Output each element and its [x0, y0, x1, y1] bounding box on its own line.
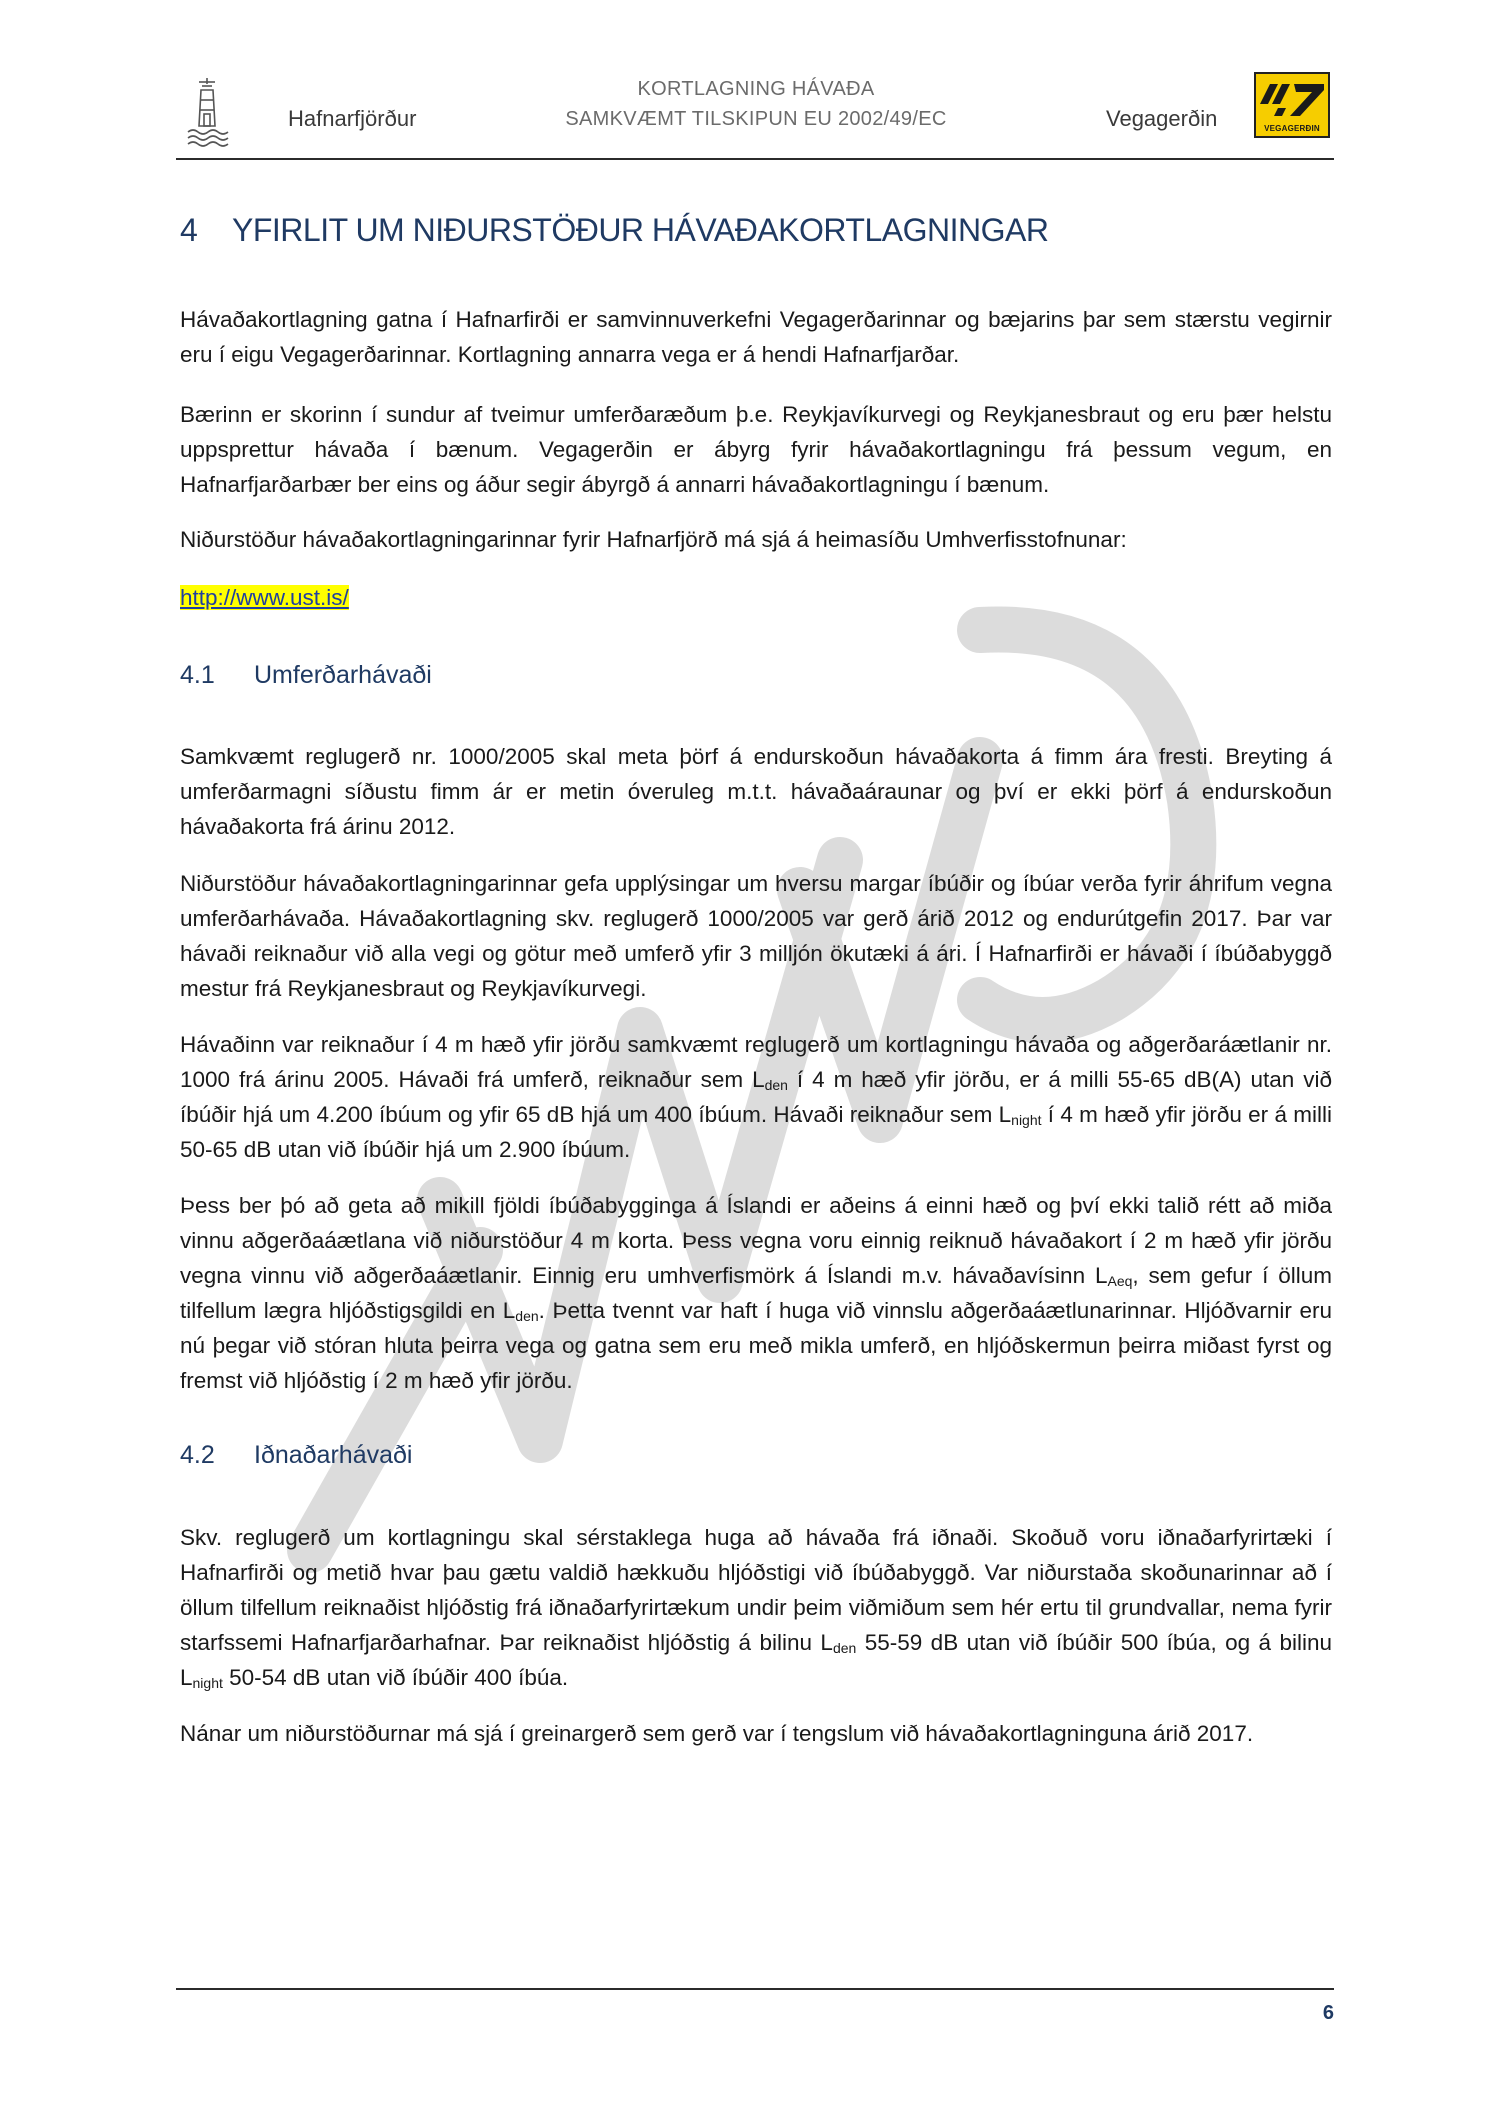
subscript-den: den: [764, 1077, 788, 1093]
intro-paragraph-2: Bærinn er skorinn í sundur af tveimur umferðaræðum þ.e. Reykjavíkurvegi og Reykjanesbraut og eru þær helstu uppsprettur hávaða í bænum. Vegagerðin er ábyrg fyrir hávaðakortlagningu frá þessum vegum, en Hafnarfjarðarbær ber eins og áður segir ábyrgð á annarri hávaðakortlagningu í bænum.: [180, 402, 1332, 497]
header-document-title: [476, 74, 1036, 134]
section-4-1-paragraph-4: Þess ber þó að geta að mikill fjöldi íbúðabygginga á Íslandi er aðeins á einni hæð og því ekki talið rétt að miða vinnu aðgerðaáætlana við niðurstöður 4 m korta. Þess vegna voru einnig reiknuð hávaðakort í 2 m hæð yfir jörðu vegna vinnu við aðgerðaáætlanir. Einnig eru umhverfismörk á Íslandi m.v. hávaðavísinn $L_{Aeq}$, sem gefur í öllum tilfellum lægra hljóðstigsgildi en $L_{den}$. Þetta tvennt var haft í huga við vinnslu aðgerðaáætlunarinnar. Hljóðvarnir eru nú þegar við stóran hluta þeirra vega og gatna sem eru með mikla umferð, en hljóðskermun þeirra miðast fyrst og fremst við hljóðstig í 2 m hæð yfir jörðu.: [180, 1193, 1332, 1393]
footer-divider: [176, 1988, 1334, 1990]
subscript-night: night: [1011, 1112, 1042, 1128]
section-4-1-paragraph-3: Hávaðinn var reiknaður í 4 m hæð yfir jörðu samkvæmt reglugerð um kortlagningu hávaða og aðgerðaráætlanir nr. 1000 frá árinu 2005. Hávaði frá umferð, reiknaður sem $L_{den}$ í 4 m hæð yfir jörðu, er á milli 55-65 dB(A) utan við íbúðir hjá um 4.200 íbúum og yfir 65 dB hjá um 400 íbúum. Hávaði reiknaður sem $L_{night}$ í 4 m hæð yfir jörðu er á milli 50-65 dB utan við íbúðir hjá um 2.900 íbúum.: [180, 1032, 1332, 1162]
intro-paragraph-1: Hávaðakortlagning gatna í Hafnarfirði er samvinnuverkefni Vegagerðarinnar og bæjarins þar sem stærstu vegirnir eru í eigu Vegagerðarinnar. Kortlagning annarra vega er á hendi Hafnarfjarðar.: [180, 307, 1332, 367]
lighthouse-logo-icon: [184, 76, 230, 152]
section-4-2-title: Iðnaðarhávaði: [254, 1441, 413, 1469]
section-4-1-title: Umferðarhávaði: [254, 661, 432, 689]
section-4-1-paragraph-1: Samkvæmt reglugerð nr. 1000/2005 skal meta þörf á endurskoðun hávaðakorta á fimm ára fresti. Breyting á umferðarmagni síðustu fimm ár er metin óveruleg m.t.t. hávaðaáraunar og því er ekki þörf á endurskoðun hávaðakorta frá árinu 2012.: [180, 744, 1332, 839]
intro-paragraph-3: Niðurstöður hávaðakortlagningarinnar fyrir Hafnarfjörð má sjá á heimasíðu Umhverfisstofnunar:: [180, 527, 1127, 552]
subscript-den: den: [515, 1308, 539, 1324]
ust-link-paragraph: [180, 580, 1332, 615]
road-lines-icon: [1256, 76, 1328, 124]
header-agency: Vegagerðin: [1106, 106, 1218, 131]
subscript-aeq: Aeq: [1107, 1273, 1133, 1289]
header-title-line2: SAMKVÆMT TILSKIPUN EU 2002/49/EC: [565, 108, 947, 130]
section-4-2-paragraph-1: Skv. reglugerð um kortlagningu skal sérstaklega huga að hávaða frá iðnaði. Skoðuð voru iðnaðarfyrirtæki í Hafnarfirði og metið hvar þau gætu valdið hækkuðu hljóðstigi við íbúðabyggð. Var niðurstaða skoðunarinnar að í öllum tilfellum reiknaðist hljóðstig frá iðnaðarfyrirtækum undir þeim viðmiðum sem hér ertu til grundvallar, nema fyrir starfssemi Hafnarfjarðarhafnar. Þar reiknaðist hljóðstig á bilinu $L_{den}$ 55-59 dB utan við íbúðir 500 íbúa, og á bilinu $L_{night}$ 50-54 dB utan við íbúðir 400 íbúa.: [180, 1525, 1333, 1691]
page-number: 6: [1322, 2002, 1334, 2024]
section-4-1-heading: [180, 661, 432, 690]
section-4-1-number: 4.1: [180, 661, 215, 689]
section-4-2-number: 4.2: [180, 1441, 215, 1469]
ust-link[interactable]: http://www.ust.is/: [180, 585, 349, 610]
page-header: [176, 62, 1334, 160]
chapter-title: YFIRLIT UM NIÐURSTÖÐUR HÁVAÐAKORTLAGNINGAR: [232, 212, 1049, 248]
chapter-number: 4: [180, 212, 198, 248]
chapter-heading: [180, 212, 1048, 249]
header-municipality: Hafnarfjörður: [288, 106, 417, 131]
subscript-night: night: [192, 1675, 223, 1691]
logo-text: VEGAGERÐIN: [1264, 124, 1320, 133]
header-title-line1: KORTLAGNING HÁVAÐA: [637, 78, 875, 100]
section-4-2-heading: [180, 1441, 412, 1470]
subscript-den: den: [832, 1640, 857, 1656]
section-4-1-paragraph-2: Niðurstöður hávaðakortlagningarinnar gefa upplýsingar um hversu margar íbúðir og íbúar verða fyrir áhrifum vegna umferðarhávaða. Hávaðakortlagning skv. reglugerð 1000/2005 var gerð árið 2012 og endurútgefin 2017. Þar var hávaði reiknaður við alla vegi og götur með umferð yfir 3 milljón ökutæki á ári. Í Hafnarfirði er hávaði í íbúðabyggð mestur frá Reykjanesbraut og Reykjavíkurvegi.: [180, 871, 1332, 1001]
section-4-2-paragraph-2: Nánar um niðurstöðurnar má sjá í greinargerð sem gerð var í tengslum við hávaðakortlagninguna árið 2017.: [180, 1721, 1254, 1746]
vegagerdin-logo: [1254, 72, 1330, 138]
